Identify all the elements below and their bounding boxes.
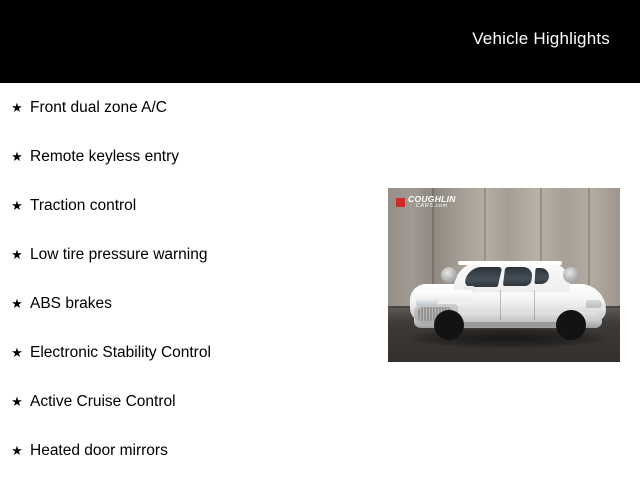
star-icon: ★: [11, 100, 23, 115]
list-item: [0, 83, 370, 132]
star-icon: ★: [11, 198, 23, 213]
door-seam: [534, 290, 535, 320]
rear-wheel: [556, 310, 586, 340]
tail-light: [586, 300, 602, 308]
front-wheel: [434, 310, 464, 340]
vehicle-photo-canvas: [388, 188, 620, 362]
star-icon: ★: [11, 149, 23, 164]
dealer-domain: CARS.com: [415, 202, 448, 209]
list-item: [0, 132, 370, 181]
list-item: [0, 279, 370, 328]
list-item-label: Active Cruise Control: [30, 392, 176, 410]
list-item-label: Remote keyless entry: [30, 147, 180, 165]
door-seam: [500, 290, 501, 320]
dealer-logo-icon: [396, 198, 405, 207]
dealer-name: COUGHLIN: [408, 194, 456, 204]
list-item-label: Traction control: [30, 196, 137, 214]
star-icon: ★: [11, 247, 23, 262]
dealer-watermark-text: [408, 195, 456, 209]
list-item: [0, 426, 370, 475]
list-item: [0, 377, 370, 426]
page-header: [0, 0, 640, 83]
list-item-label: Electronic Stability Control: [30, 343, 211, 361]
star-icon: ★: [11, 394, 23, 409]
front-rim: [441, 267, 457, 283]
list-item-label: Front dual zone A/C: [30, 98, 167, 116]
vehicle-highlights-list: [0, 83, 370, 475]
door-window: [503, 267, 533, 286]
vehicle-photo: [388, 188, 620, 362]
car-roof: [458, 261, 562, 265]
star-icon: ★: [11, 296, 23, 311]
list-item-label: ABS brakes: [30, 294, 112, 312]
list-item: [0, 181, 370, 230]
page-title: Vehicle Highlights: [472, 29, 610, 48]
headlight: [415, 298, 439, 306]
sedan-illustration: [408, 260, 608, 338]
dealer-watermark: [396, 195, 456, 209]
list-item: [0, 230, 370, 279]
rear-rim: [563, 267, 579, 283]
rocker-panel: [448, 322, 566, 327]
list-item-label: Heated door mirrors: [30, 441, 168, 459]
list-item-label: Low tire pressure warning: [30, 245, 208, 263]
list-item: [0, 328, 370, 377]
star-icon: ★: [11, 443, 23, 458]
star-icon: ★: [11, 345, 23, 360]
